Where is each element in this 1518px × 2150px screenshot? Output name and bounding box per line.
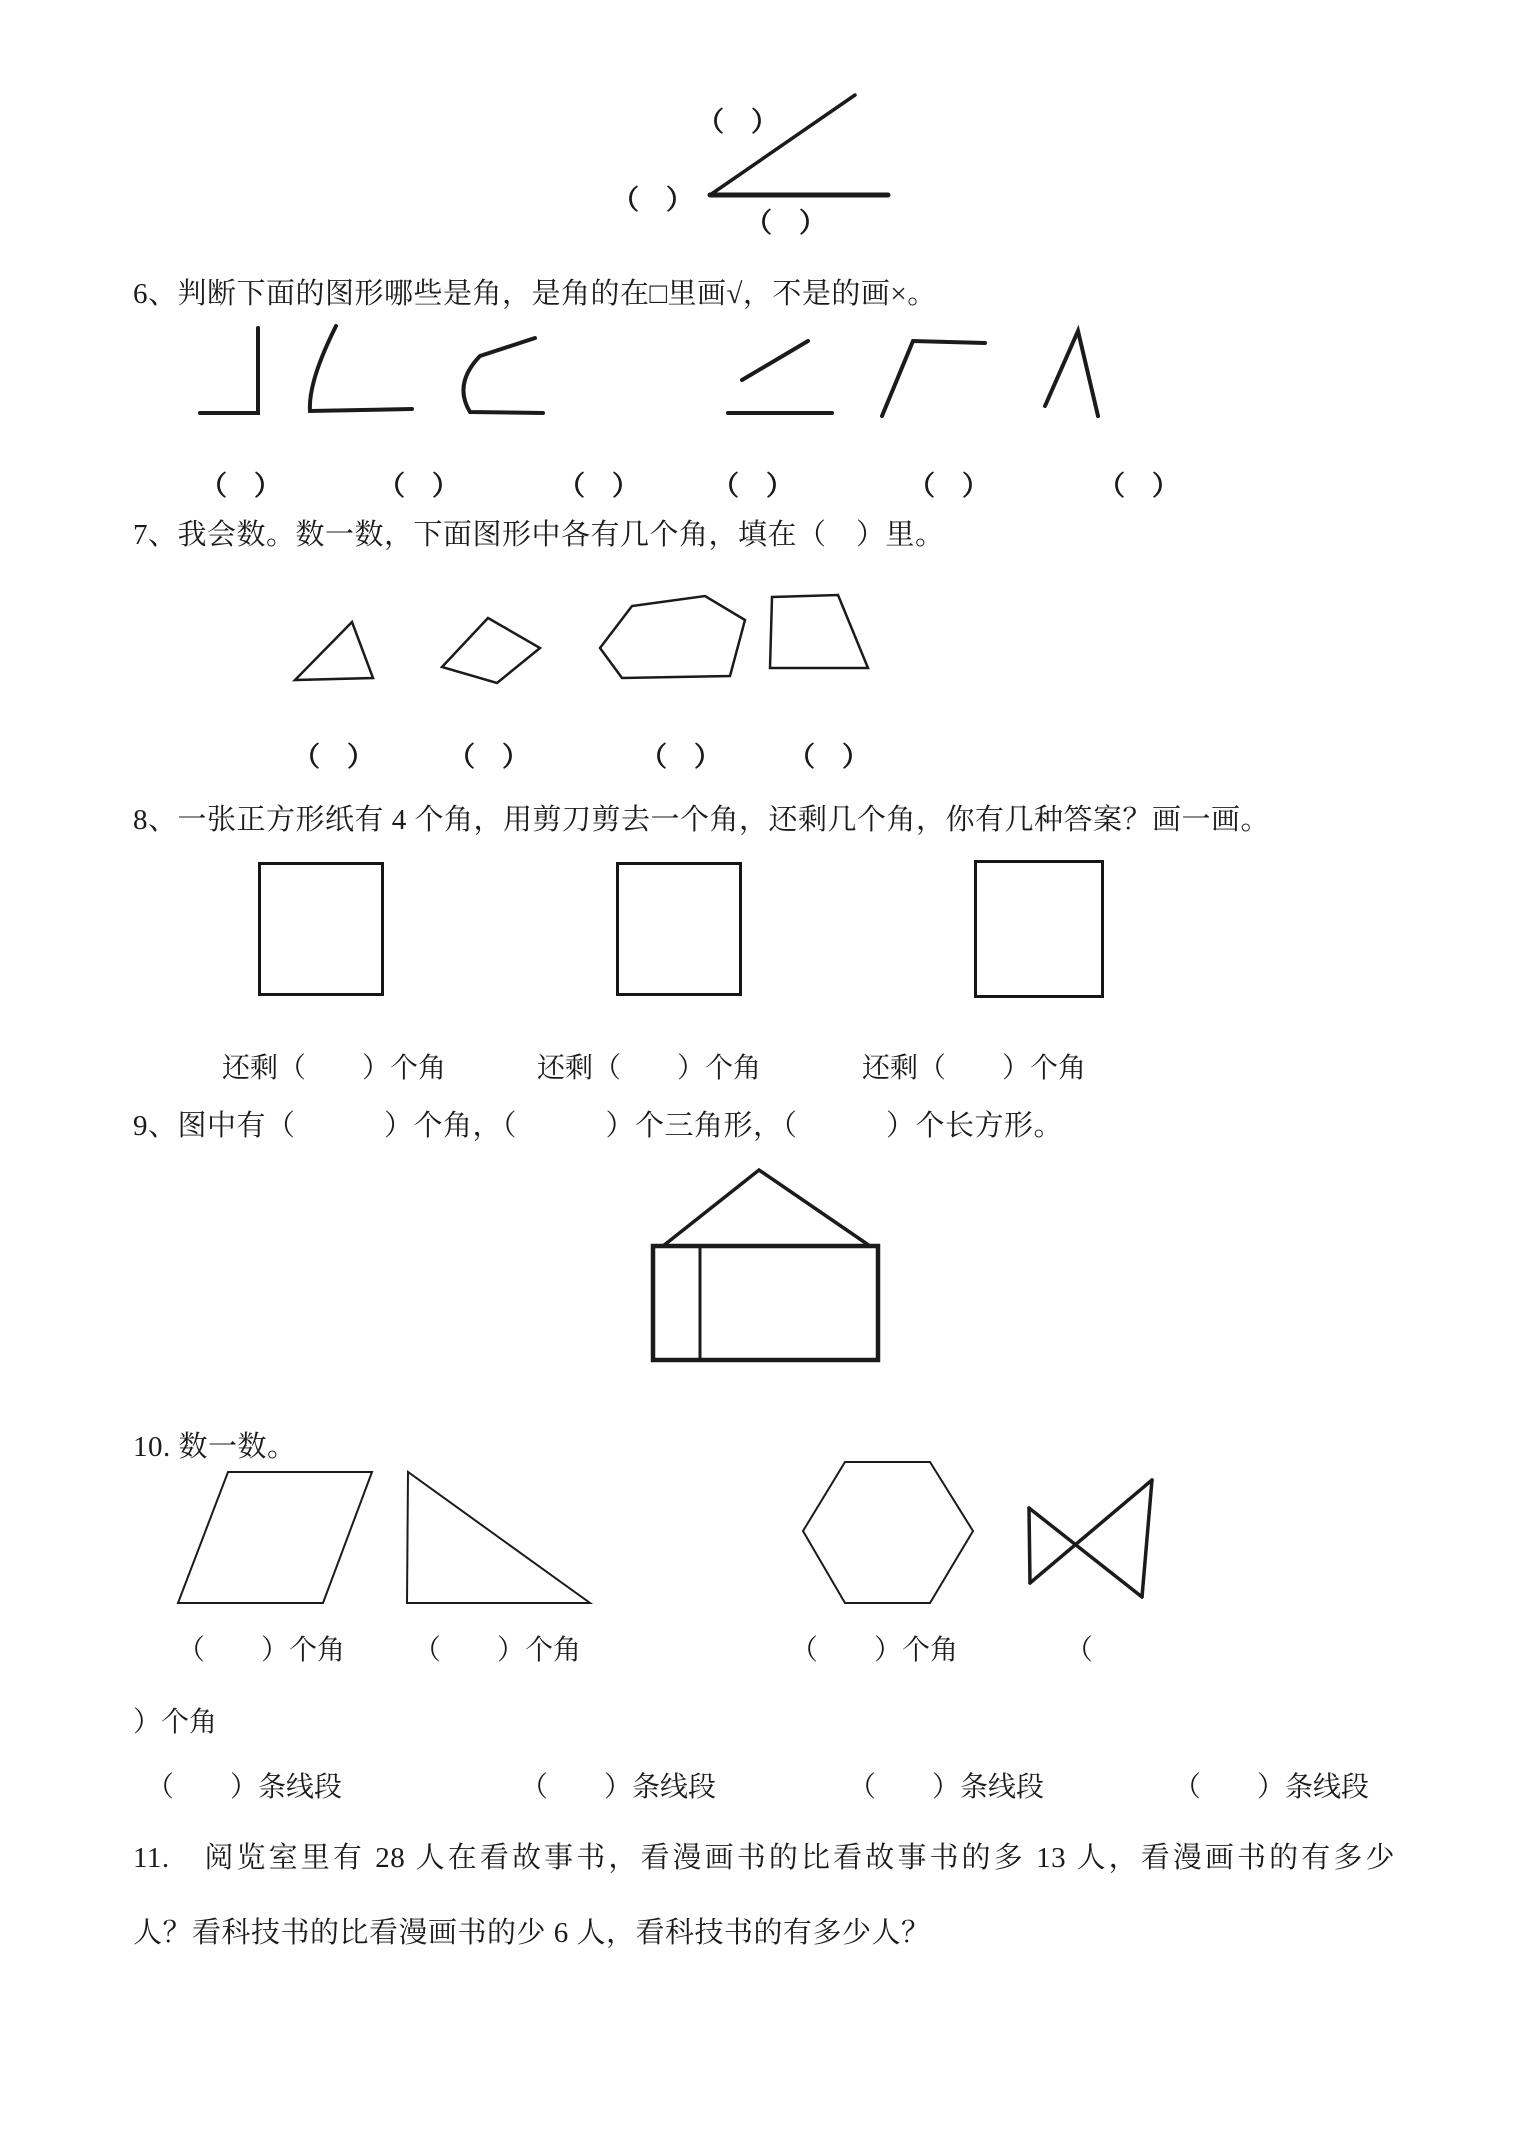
q8-remaining-angles-label: 还剩（ ）个角: [537, 1053, 762, 1084]
q10-angle-count-blank: （ ）个角: [790, 1635, 959, 1666]
q10-segment-count-blank: （ ）条线段: [146, 1772, 343, 1803]
q6-shape-curved-side: [310, 326, 412, 411]
q7-shapes-figure: [260, 585, 920, 697]
q8-square: [258, 862, 384, 996]
q8-remaining-angles-label: 还剩（ ）个角: [222, 1053, 447, 1084]
q6-shape-obtuse-angle: [882, 341, 985, 416]
q10-angle-count-blank: （ ）个角: [413, 1635, 582, 1666]
q6-answer-blank: （ ）: [1098, 471, 1179, 501]
q6-shape-curved-vertex: [463, 338, 543, 413]
angle-lower-side-blank: （ ）: [745, 208, 826, 238]
question-8-text: 8、一张正方形纸有 4 个角，用剪刀剪去一个角，还剩几个角，你有几种答案？画一画。: [133, 804, 1271, 836]
house-roof: [663, 1170, 870, 1246]
q8-square: [616, 862, 742, 996]
q10-shape-hexagon: [803, 1462, 973, 1603]
angle-parts-figure: [555, 55, 905, 245]
q6-shape-acute-angle: [1045, 331, 1098, 416]
house-body: [653, 1246, 878, 1360]
question-11-text-line1: 11. 阅览室里有 28 人在看故事书，看漫画书的比看故事书的多 13 人，看漫画书的有多少: [133, 1842, 1395, 1874]
q6-answer-blank: （ ）: [908, 471, 989, 501]
q6-answer-blank: （ ）: [558, 471, 639, 501]
q6-shape-right-angle: [200, 328, 258, 413]
q7-answer-blank: （ ）: [788, 742, 869, 772]
q6-answer-blank: （ ）: [378, 471, 459, 501]
q6-answer-blank: （ ）: [712, 471, 793, 501]
q10-angle-count-blank-open: （: [1065, 1635, 1094, 1666]
q7-shape-triangle: [295, 622, 373, 680]
q7-shape-hexagon: [600, 596, 745, 678]
q7-answer-blank: （ ）: [640, 742, 721, 772]
question-6-text: 6、判断下面的图形哪些是角，是角的在□里画√，不是的画×。: [133, 278, 937, 310]
q7-answer-blank: （ ）: [448, 742, 529, 772]
q6-answer-blank: （ ）: [200, 471, 281, 501]
q10-shapes-figure: [160, 1458, 1180, 1608]
q7-shape-quadrilateral: [442, 618, 540, 683]
q10-shape-right-triangle: [407, 1472, 590, 1603]
q7-shape-trapezoid: [770, 595, 868, 668]
q8-square: [974, 860, 1104, 998]
q9-house-figure: [640, 1162, 900, 1367]
q10-segment-count-blank: （ ）条线段: [1173, 1772, 1370, 1803]
question-11-text-line2: 人？看科技书的比看漫画书的少 6 人，看科技书的有多少人？: [133, 1917, 931, 1949]
q10-shape-parallelogram: [178, 1472, 372, 1603]
question-9-text: 9、图中有（ ）个角，（ ）个三角形，（ ）个长方形。: [133, 1110, 1064, 1142]
angle-vertex-blank: （ ）: [612, 185, 693, 215]
q10-shape-bowtie: [1029, 1480, 1152, 1597]
q6-shapes-figure: [150, 320, 1150, 428]
q10-segment-count-blank: （ ）条线段: [848, 1772, 1045, 1803]
question-10-text: 10. 数一数。: [133, 1431, 297, 1463]
q7-answer-blank: （ ）: [293, 742, 374, 772]
q8-remaining-angles-label: 还剩（ ）个角: [862, 1053, 1087, 1084]
q10-segment-count-blank: （ ）条线段: [520, 1772, 717, 1803]
question-7-text: 7、我会数。数一数，下面图形中各有几个角，填在（ ）里。: [133, 519, 945, 551]
q6-shape-disconnected-lines: [728, 341, 832, 413]
q10-angle-count-blank: （ ）个角: [177, 1635, 346, 1666]
angle-upper-side-blank: （ ）: [697, 107, 778, 137]
q10-angle-count-blank-wrapped: ）个角: [133, 1707, 218, 1738]
